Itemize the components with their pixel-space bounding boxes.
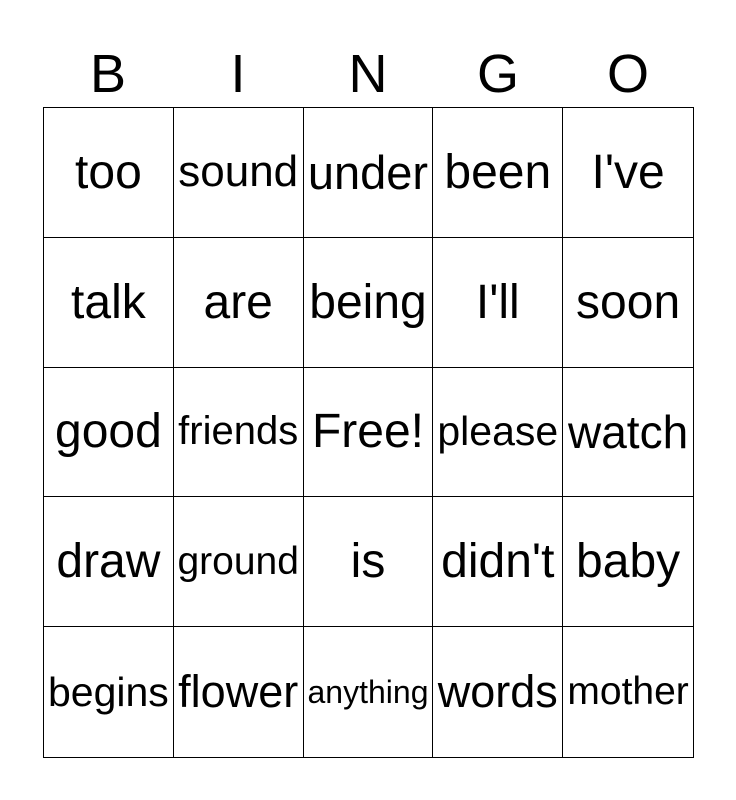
bingo-cell[interactable] — [174, 497, 304, 627]
bingo-cell[interactable] — [563, 627, 693, 757]
header-letter-g: G — [476, 44, 519, 104]
bingo-cell[interactable] — [433, 497, 563, 627]
header-letter-o: O — [606, 44, 649, 104]
bingo-cell[interactable] — [433, 368, 563, 498]
bingo-cell[interactable] — [563, 368, 693, 498]
bingo-cell-word: friends — [178, 409, 299, 454]
bingo-header — [43, 40, 693, 108]
bingo-cell-word: didn't — [441, 535, 555, 589]
bingo-cell[interactable] — [304, 627, 434, 757]
bingo-cell-word: anything — [307, 673, 429, 710]
bingo-cell[interactable] — [433, 627, 563, 757]
bingo-cell[interactable] — [563, 108, 693, 238]
bingo-board — [43, 107, 694, 758]
bingo-cell-word: I'll — [475, 275, 520, 329]
bingo-cell-word: please — [437, 408, 559, 455]
bingo-cell-word: too — [75, 145, 142, 199]
bingo-cell[interactable] — [563, 238, 693, 368]
bingo-cell-word: words — [437, 666, 558, 718]
bingo-cell-word: talk — [71, 275, 146, 329]
bingo-cell[interactable] — [44, 368, 174, 498]
bingo-cell[interactable] — [304, 108, 434, 238]
bingo-cell-word: baby — [576, 535, 681, 589]
bingo-cell[interactable] — [304, 497, 434, 627]
bingo-cell-word: flower — [178, 666, 299, 718]
bingo-cell[interactable] — [44, 108, 174, 238]
bingo-cell-word: are — [203, 275, 273, 329]
bingo-cell-word: watch — [568, 405, 689, 458]
header-letter-i: I — [230, 44, 246, 104]
bingo-cell[interactable] — [304, 238, 434, 368]
bingo-cell-word: begins — [47, 668, 169, 715]
bingo-cell-word: I've — [591, 145, 665, 199]
bingo-cell-word: been — [444, 145, 552, 199]
bingo-cell[interactable] — [174, 627, 304, 757]
bingo-cell[interactable] — [44, 627, 174, 757]
bingo-cell-word: mother — [567, 670, 689, 714]
bingo-cell-word: is — [350, 535, 386, 589]
bingo-cell[interactable] — [44, 497, 174, 627]
bingo-cell-word: soon — [576, 275, 681, 329]
bingo-cell-word: ground — [177, 539, 299, 583]
header-letter-n: N — [348, 44, 388, 104]
bingo-cell[interactable] — [174, 108, 304, 238]
bingo-cell-word: draw — [56, 535, 161, 589]
free-space-cell[interactable] — [304, 368, 434, 498]
bingo-cell[interactable] — [563, 497, 693, 627]
bingo-cell[interactable] — [433, 108, 563, 238]
bingo-cell[interactable] — [44, 238, 174, 368]
bingo-cell[interactable] — [174, 368, 304, 498]
bingo-cell-word: under — [307, 145, 429, 199]
header-letter-b: B — [89, 44, 127, 104]
bingo-cell-word: being — [309, 275, 427, 329]
bingo-cell-word: Free! — [311, 405, 424, 459]
bingo-cell-word: good — [55, 405, 162, 459]
bingo-cell[interactable] — [174, 238, 304, 368]
bingo-cell[interactable] — [433, 238, 563, 368]
bingo-cell-word: sound — [178, 147, 299, 197]
